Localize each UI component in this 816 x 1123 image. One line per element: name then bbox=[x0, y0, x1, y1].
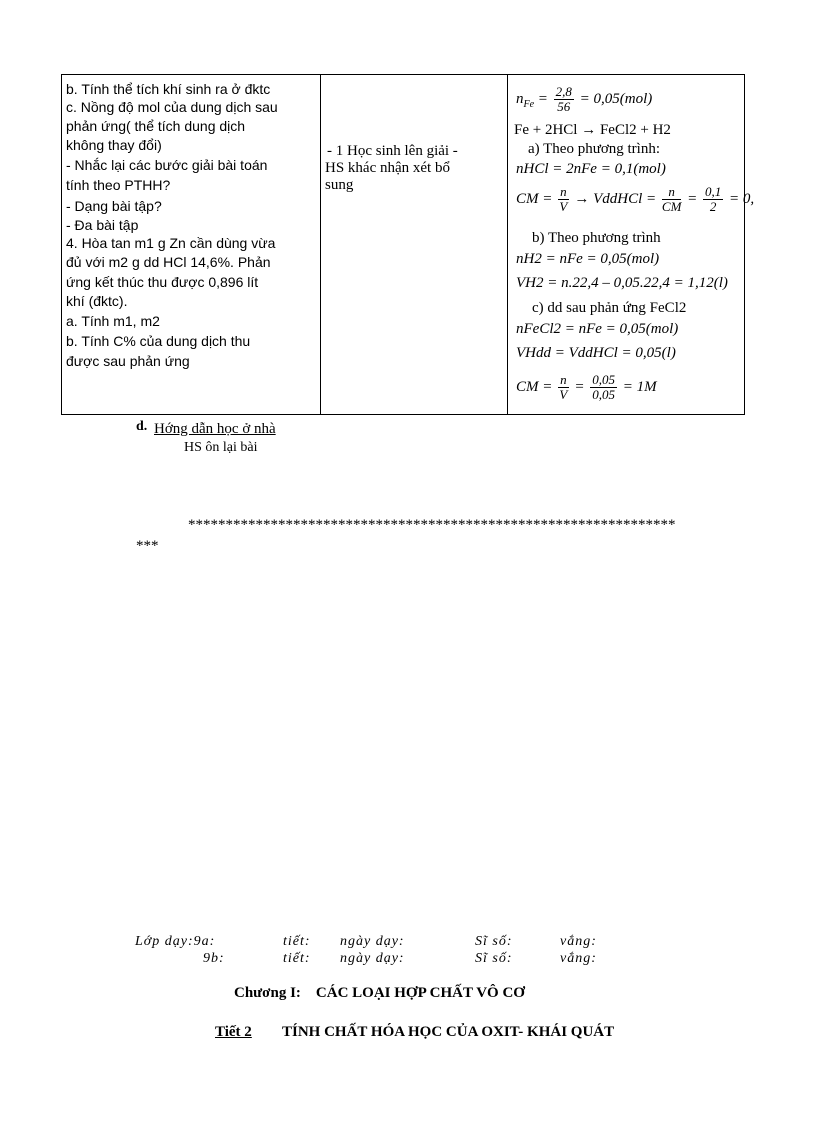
class-label: 9b: bbox=[203, 951, 225, 966]
homework-text: HS ôn lại bài bbox=[184, 440, 258, 455]
section-a-label: a) Theo phương trình: bbox=[528, 141, 661, 157]
reaction-equation: Fe + 2HCl → FeCl2 + H2 bbox=[514, 122, 671, 138]
table-line: - 1 Học sinh lên giải - bbox=[327, 143, 458, 159]
table-line: không thay đổi) bbox=[66, 137, 162, 153]
table-line: b. Tính C% của dung dịch thu bbox=[66, 333, 251, 349]
table-line: ứng kết thúc thu được 0,896 lít bbox=[66, 274, 259, 290]
equation-nh2: nH2 = nFe = 0,05(mol) bbox=[516, 251, 660, 267]
table-line: - Nhắc lại các bước giải bài toán bbox=[66, 157, 268, 173]
equation-vdd: VHdd = VddHCl = 0,05(l) bbox=[516, 345, 676, 361]
activity-column bbox=[62, 75, 321, 415]
table-line: - Đa bài tập bbox=[66, 217, 139, 233]
absent-label: vắng: bbox=[560, 951, 597, 966]
table-line: 4. Hòa tan m1 g Zn cần dùng vừa bbox=[66, 235, 276, 251]
section-c-label: c) dd sau phản ứng FeCl2 bbox=[532, 300, 687, 316]
section-b-label: b) Theo phương trình bbox=[532, 230, 661, 246]
equation-cm-final: CM = $\frac{n}{V}$ = $\frac{0,05}{0,05}$ = 1M bbox=[516, 372, 657, 402]
content-column bbox=[508, 75, 755, 415]
homework-title: Hớng dẫn học ở nhà bbox=[154, 421, 276, 437]
period-label: tiết: bbox=[283, 951, 311, 966]
lesson-table bbox=[61, 74, 755, 415]
count-label: Sĩ số: bbox=[475, 934, 513, 949]
date-label: ngày dạy: bbox=[340, 934, 405, 949]
table-line: HS khác nhận xét bổ bbox=[325, 160, 450, 176]
table-line: khí (đktc). bbox=[66, 293, 128, 309]
table-line: - Dạng bài tập? bbox=[66, 198, 162, 214]
lesson-title: TÍNH CHẤT HÓA HỌC CỦA OXIT- KHÁI QUÁT bbox=[282, 1024, 615, 1040]
period-label: tiết: bbox=[283, 934, 311, 949]
table-line: b. Tính thể tích khí sinh ra ở đktc bbox=[66, 81, 271, 97]
chapter-title: Chương I: CÁC LOẠI HỢP CHẤT VÔ CƠ bbox=[234, 985, 525, 1001]
equation-vh2: VH2 = n.22,4 – 0,05.22,4 = 1,12(l) bbox=[516, 275, 728, 291]
absent-label: vắng: bbox=[560, 934, 597, 949]
separator-line: ***************************************************************** bbox=[188, 517, 676, 533]
date-label: ngày dạy: bbox=[340, 951, 405, 966]
table-line: c. Nồng độ mol của dung dịch sau bbox=[66, 99, 278, 115]
lesson-label: Tiết 2 bbox=[215, 1024, 252, 1040]
table-line: sung bbox=[325, 177, 354, 193]
table-line: được sau phản ứng bbox=[66, 353, 190, 369]
student-column bbox=[321, 75, 508, 415]
homework-label: d. bbox=[136, 419, 148, 434]
class-label: Lớp dạy:9a: bbox=[135, 934, 216, 949]
separator-line: *** bbox=[136, 538, 159, 554]
equation-nfecl2: nFeCl2 = nFe = 0,05(mol) bbox=[516, 321, 679, 337]
table-line: tính theo PTHH? bbox=[66, 177, 171, 193]
count-label: Sĩ số: bbox=[475, 951, 513, 966]
table-line: đủ với m2 g dd HCl 14,6%. Phản bbox=[66, 254, 271, 270]
table-line: phản ứng( thể tích dung dịch bbox=[66, 118, 246, 134]
equation-cm: CM = $\frac{n}{V}$ → VddHCl = $\frac{n}{CM}$ = $\frac{0,1}{2}$ = 0, bbox=[516, 184, 755, 214]
equation-nhcl: nHCl = 2nFe = 0,1(mol) bbox=[516, 161, 666, 177]
equation-nfe: $n_{Fe}$ = $\frac{2,8}{56}$ = 0,05(mol) bbox=[516, 84, 653, 114]
table-line: a. Tính m1, m2 bbox=[66, 313, 160, 329]
